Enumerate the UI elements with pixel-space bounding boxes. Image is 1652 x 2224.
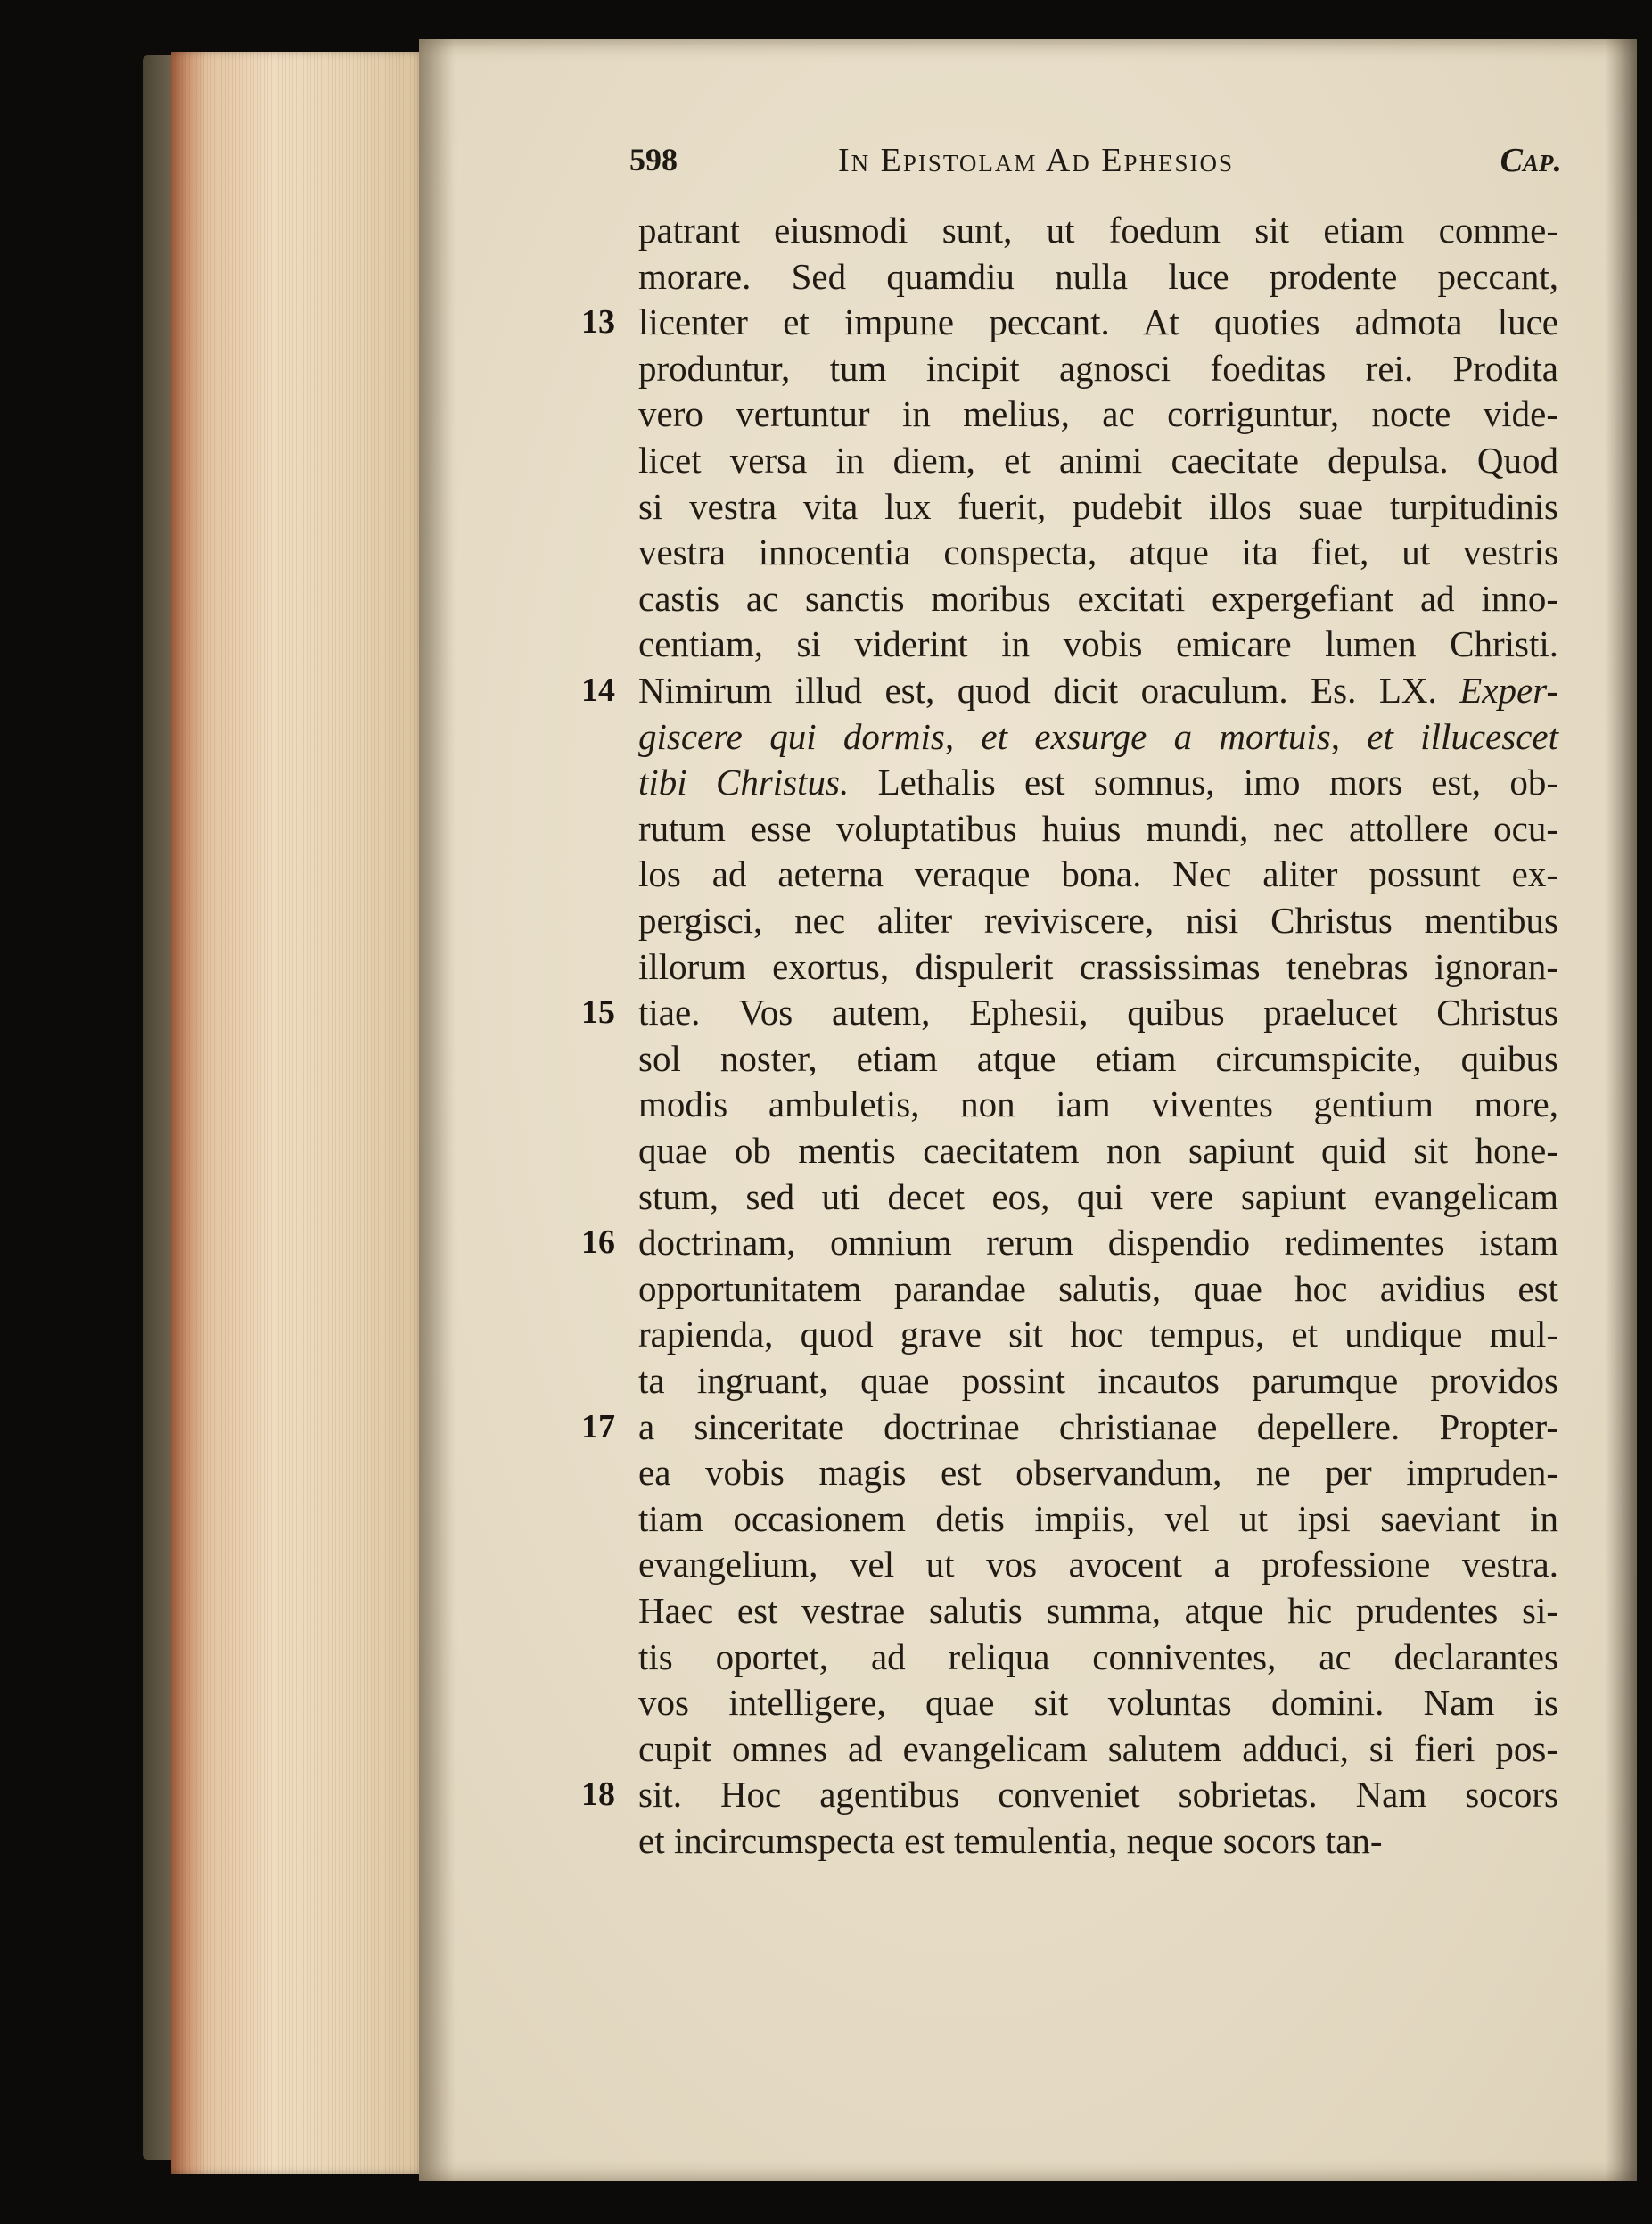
text-span xyxy=(849,762,877,803)
verse-number: 14 xyxy=(581,671,615,709)
text-span: sol noster, etiam atque etiam circumspicite, quibus xyxy=(638,1038,1558,1079)
text-line xyxy=(638,1726,1558,1772)
text-span: patrant eiusmodi sunt, ut foedum sit etiam comme- xyxy=(638,210,1558,251)
text-line xyxy=(638,851,1558,897)
page-number: 598 xyxy=(629,142,678,177)
text-line xyxy=(638,1035,1558,1082)
text-span: los ad aeterna veraque bona. Nec aliter possunt ex- xyxy=(638,853,1558,894)
text-span: licenter et impune peccant. At quoties admota luce xyxy=(638,301,1558,342)
text-line xyxy=(638,437,1558,483)
text-line xyxy=(638,253,1558,300)
text-span: pergisci, nec aliter reviviscere, nisi Christus mentibus xyxy=(638,900,1558,941)
text-span: vestra innocentia conspecta, atque ita fiet, ut vestris xyxy=(638,531,1558,572)
text-line xyxy=(638,1404,1558,1450)
text-line xyxy=(638,1495,1558,1542)
text-span: quae ob mentis caecitatem non sapiunt quid sit hone- xyxy=(638,1130,1558,1171)
text-span: licet versa in diem, et animi caecitate depulsa. Quod xyxy=(638,440,1558,481)
text-span: Haec est vestrae salutis summa, atque hic prudentes si- xyxy=(638,1590,1558,1631)
text-span: vos intelligere, quae sit voluntas domini. Nam is xyxy=(638,1682,1558,1723)
text-line xyxy=(638,391,1558,437)
text-span: tis oportet, ad reliqua conniventes, ac declarantes xyxy=(638,1636,1558,1677)
text-line xyxy=(638,1679,1558,1726)
text-line xyxy=(638,1449,1558,1495)
text-span: et incircumspecta est temulentia, neque socors tan- xyxy=(638,1820,1383,1861)
text-line xyxy=(638,345,1558,391)
text-line xyxy=(638,1127,1558,1174)
text-line xyxy=(638,805,1558,852)
text-line xyxy=(638,1771,1558,1817)
text-line xyxy=(638,1357,1558,1404)
text-line xyxy=(638,1587,1558,1634)
text-span: Nimirum illud est, quod dicit oraculum. Es. LX. xyxy=(638,670,1437,711)
chapter-abbreviation: Cap. xyxy=(1500,142,1562,179)
text-line xyxy=(638,1219,1558,1265)
text-span: modis ambuletis, non iam viventes gentium more, xyxy=(638,1083,1558,1124)
text-line xyxy=(638,759,1558,805)
text-span: centiam, si viderint in vobis emicare lumen Christi. xyxy=(638,623,1558,664)
text-span: doctrinam, omnium rerum dispendio redimentes istam xyxy=(638,1222,1558,1263)
text-line xyxy=(638,1634,1558,1680)
text-line xyxy=(638,299,1558,345)
text-line xyxy=(638,621,1558,667)
text-line xyxy=(638,1311,1558,1357)
text-span: ea vobis magis est observandum, ne per impruden- xyxy=(638,1452,1558,1493)
verse-number: 17 xyxy=(581,1408,615,1446)
text-line xyxy=(638,989,1558,1035)
text-line xyxy=(638,529,1558,575)
text-span: rapienda, quod grave sit hoc tempus, et undique mul- xyxy=(638,1314,1558,1355)
text-line xyxy=(638,1541,1558,1587)
verse-number: 16 xyxy=(581,1223,615,1261)
text-span: si vestra vita lux fuerit, pudebit illos suae turpitudinis xyxy=(638,486,1558,527)
text-span: opportunitatem parandae salutis, quae hoc avidius est xyxy=(638,1268,1558,1309)
text-span: tiam occasionem detis impiis, vel ut ipsi saeviant in xyxy=(638,1498,1558,1539)
text-span: tiae. Vos autem, Ephesii, quibus praelucet Christus xyxy=(638,992,1558,1033)
text-line xyxy=(638,207,1558,253)
text-span: a sinceritate doctrinae christianae depellere. Propter- xyxy=(638,1406,1558,1447)
text-line xyxy=(638,667,1558,713)
italic-quote: tibi Christus. xyxy=(638,762,850,803)
text-span: evangelium, vel ut vos avocent a professione vestra. xyxy=(638,1544,1558,1585)
text-span: castis ac sanctis moribus excitati expergefiant ad inno- xyxy=(638,578,1558,619)
running-title: In Epistolam Ad Ephesios xyxy=(838,142,1234,179)
italic-quote: giscere qui dormis, et exsurge a mortuis, et illucescet xyxy=(638,716,1558,757)
text-span: produntur, tum incipit agnosci foeditas rei. Prodita xyxy=(638,348,1558,389)
verse-number: 13 xyxy=(581,303,615,341)
text-line xyxy=(638,1174,1558,1220)
text-span: rutum esse voluptatibus huius mundi, nec attollere ocu- xyxy=(638,808,1558,849)
text-line xyxy=(638,1081,1558,1127)
text-span: vero vertuntur in melius, ac corriguntur, nocte vide- xyxy=(638,393,1558,434)
gutter-shadow xyxy=(419,39,455,2181)
text-line xyxy=(638,943,1558,990)
text-line xyxy=(638,1265,1558,1312)
text-span: cupit omnes ad evangelicam salutem adduci, si fieri pos- xyxy=(638,1728,1558,1769)
page-edges xyxy=(171,52,426,2174)
text-span: morare. Sed quamdiu nulla luce prodente peccant, xyxy=(638,256,1558,297)
page-right-edge xyxy=(1605,39,1637,2181)
text-line xyxy=(638,483,1558,530)
italic-quote: Exper- xyxy=(1459,670,1558,711)
text-span: illorum exortus, dispulerit crassissimas tenebras ignoran- xyxy=(638,946,1558,987)
running-header xyxy=(629,141,1562,191)
verse-number: 18 xyxy=(581,1775,615,1813)
text-span xyxy=(1437,670,1459,711)
text-line xyxy=(638,1817,1558,1864)
text-span: stum, sed uti decet eos, qui vere sapiunt evangelicam xyxy=(638,1176,1558,1217)
text-line xyxy=(638,713,1558,760)
text-span: sit. Hoc agentibus conveniet sobrietas. Nam socors xyxy=(638,1774,1558,1815)
text-span: ta ingruant, quae possint incautos parumque providos xyxy=(638,1360,1558,1401)
text-line xyxy=(638,897,1558,943)
text-span: Lethalis est somnus, imo mors est, ob- xyxy=(877,762,1559,803)
text-line xyxy=(638,575,1558,622)
verse-number: 15 xyxy=(581,993,615,1031)
